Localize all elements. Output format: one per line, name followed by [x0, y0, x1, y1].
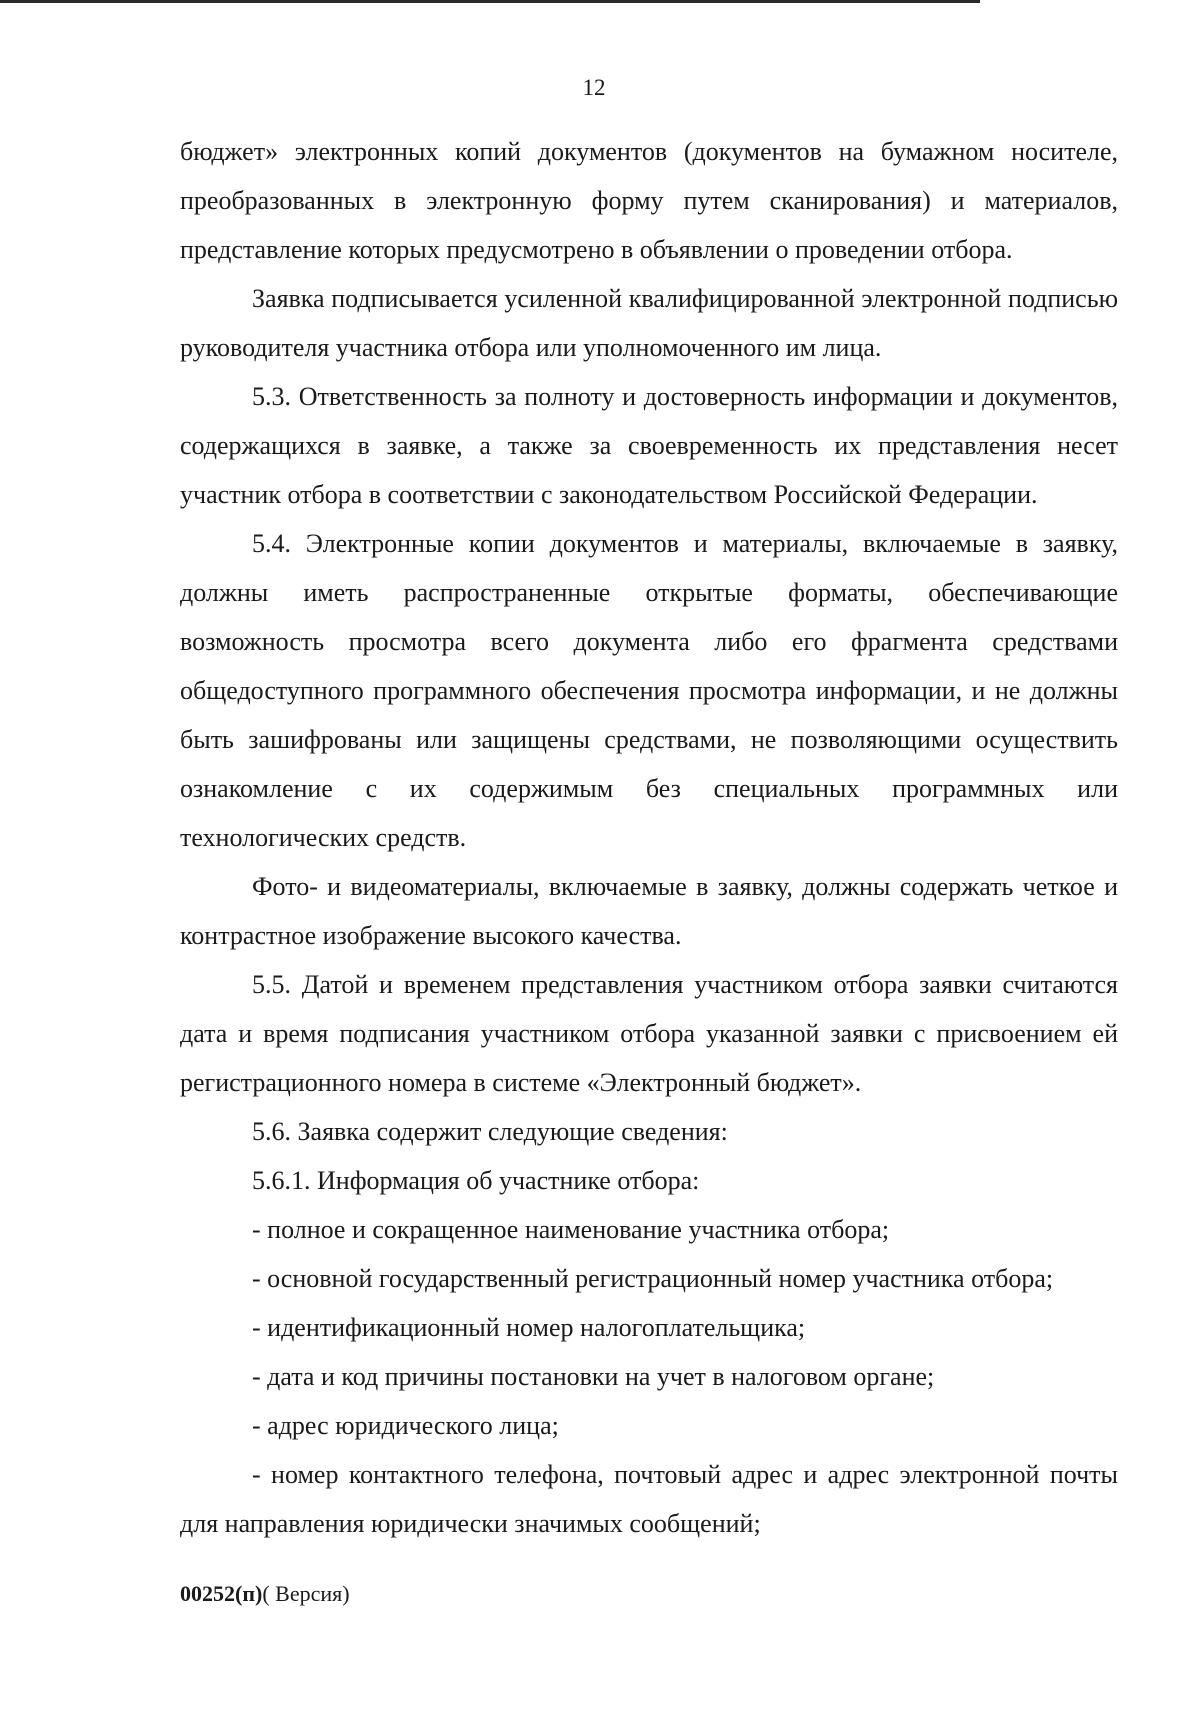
paragraph-photo-video: Фото- и видеоматериалы, включаемые в заявку, должны содержать четкое и контрастное изображение высокого качества.	[180, 872, 1118, 950]
page-number: 12	[582, 75, 606, 100]
scan-top-edge	[0, 0, 980, 3]
list-item: - номер контактного телефона, почтовый адрес и адрес электронной почты для направления юридически значимых сообщений;	[180, 1460, 1118, 1538]
list-item: - полное и сокращенное наименование участника отбора;	[252, 1215, 890, 1244]
paragraph-5-4: 5.4. Электронные копии документов и материалы, включаемые в заявку, должны иметь распространенные открытые форматы, обеспечивающие возможность просмотра всего документа либо его фрагмента средствами общедоступного программного обеспечения просмотра информации, и не должны быть зашифрованы или защищены средствами, не позволяющими осуществить ознакомление с их содержимым без специальных программных или технологических средств.	[180, 529, 1118, 852]
document-footer	[180, 1579, 350, 1609]
participant-info-list	[180, 1205, 1118, 1548]
paragraph-5-6: 5.6. Заявка содержит следующие сведения:	[252, 1117, 728, 1146]
list-item: - идентификационный номер налогоплательщика;	[252, 1313, 806, 1342]
list-item: - адрес юридического лица;	[252, 1411, 559, 1440]
document-body	[180, 127, 1118, 1548]
list-item: - основной государственный регистрационный номер участника отбора;	[252, 1264, 1054, 1293]
paragraph-continuation: бюджет» электронных копий документов (документов на бумажном носителе, преобразованных в электронную форму путем сканирования) и материалов, представление которых предусмотрено в объявлении о проведении отбора.	[180, 137, 1118, 264]
document-version: ( Версия)	[262, 1581, 350, 1606]
paragraph-5-5: 5.5. Датой и временем представления участником отбора заявки считаются дата и время подписания участником отбора указанной заявки с присвоением ей регистрационного номера в системе «Электронный бюджет».	[180, 970, 1118, 1097]
paragraph-5-3: 5.3. Ответственность за полноту и достоверность информации и документов, содержащихся в заявке, а также за своевременность их представления несет участник отбора в соответствии с законодательством Российской Федерации.	[180, 382, 1118, 509]
document-code: 00252(п)	[180, 1581, 263, 1606]
paragraph-5-6-1: 5.6.1. Информация об участнике отбора:	[252, 1166, 700, 1195]
list-item: - дата и код причины постановки на учет в налоговом органе;	[252, 1362, 935, 1391]
paragraph-signature: Заявка подписывается усиленной квалифицированной электронной подписью руководителя участника отбора или уполномоченного им лица.	[180, 284, 1118, 362]
